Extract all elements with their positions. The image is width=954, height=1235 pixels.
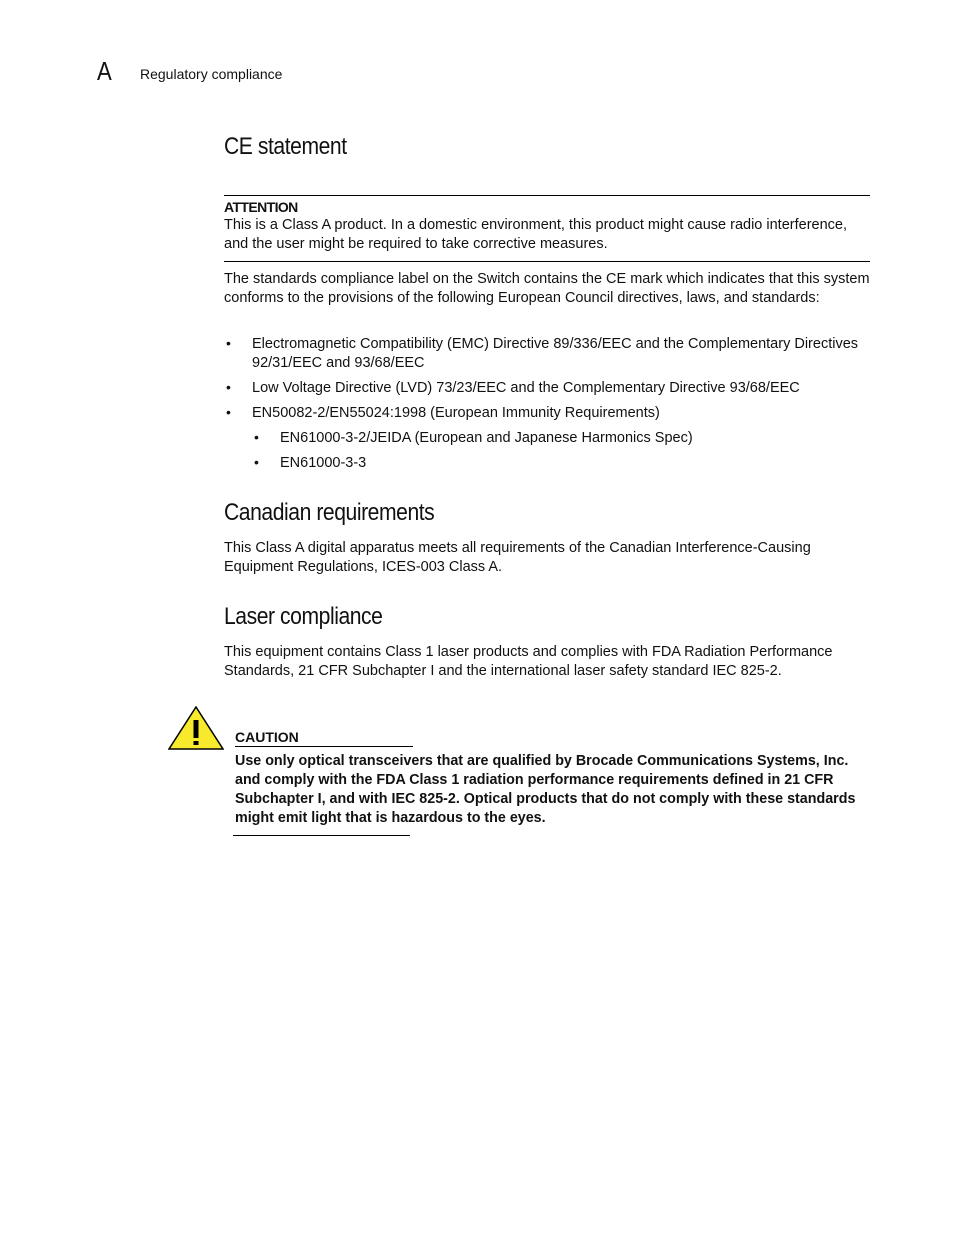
caution-divider xyxy=(233,835,410,836)
laser-compliance-heading: Laser compliance xyxy=(224,603,383,630)
caution-label: CAUTION xyxy=(235,728,413,747)
bullet-icon: • xyxy=(226,404,231,420)
running-head-title: Regulatory compliance xyxy=(140,66,283,82)
appendix-letter: A xyxy=(97,56,112,86)
list-item-text: EN61000-3-3 xyxy=(280,455,367,471)
attention-label: ATTENTION xyxy=(224,199,298,215)
canadian-paragraph: This Class A digital apparatus meets all requirements of the Canadian Interference-Causing Equipment Regulations, ICES-003 Class A. xyxy=(224,540,811,575)
bullet-icon: • xyxy=(254,454,259,470)
caution-note xyxy=(235,728,870,828)
list-item xyxy=(224,379,870,398)
ce-directives-list xyxy=(224,335,870,479)
ce-intro-paragraph: The standards compliance label on the Switch contains the CE mark which indicates that this system conforms to the provisions of the following European Council directives, laws, and standards: xyxy=(224,271,870,306)
list-item-text: Electromagnetic Compatibility (EMC) Directive 89/336/EEC and the Complementary Directives 92/31/EEC and 93/68/EEC xyxy=(252,336,859,371)
attention-text: This is a Class A product. In a domestic environment, this product might cause radio interference, and the user might be required to take corrective measures. xyxy=(224,217,847,252)
sub-list-item xyxy=(224,429,870,448)
list-item-text: Low Voltage Directive (LVD) 73/23/EEC and the Complementary Directive 93/68/EEC xyxy=(252,380,800,396)
list-item xyxy=(224,404,870,423)
list-item-text: EN50082-2/EN55024:1998 (European Immunity Requirements) xyxy=(252,405,660,421)
bullet-icon: • xyxy=(226,379,231,395)
ce-statement-heading: CE statement xyxy=(224,133,347,160)
caution-warning-icon xyxy=(168,706,224,750)
list-item xyxy=(224,335,870,373)
list-item-text: EN61000-3-2/JEIDA (European and Japanese Harmonics Spec) xyxy=(280,430,693,446)
sub-list-item xyxy=(224,454,870,473)
caution-text: Use only optical transceivers that are qualified by Brocade Communications Systems, Inc. and comply with the FDA Class 1 radiation performance requirements defined in 21 CFR Subchapter I, and with IEC 825-2. Optical products that do not comply with these standards might emit light that is hazardous to the eyes. xyxy=(235,753,856,826)
attention-note xyxy=(224,195,870,262)
laser-paragraph: This equipment contains Class 1 laser products and complies with FDA Radiation Performance Standards, 21 CFR Subchapter I and the international laser safety standard IEC 825-2. xyxy=(224,644,833,679)
bullet-icon: • xyxy=(226,335,231,351)
canadian-requirements-heading: Canadian requirements xyxy=(224,499,435,526)
bullet-icon: • xyxy=(254,429,259,445)
